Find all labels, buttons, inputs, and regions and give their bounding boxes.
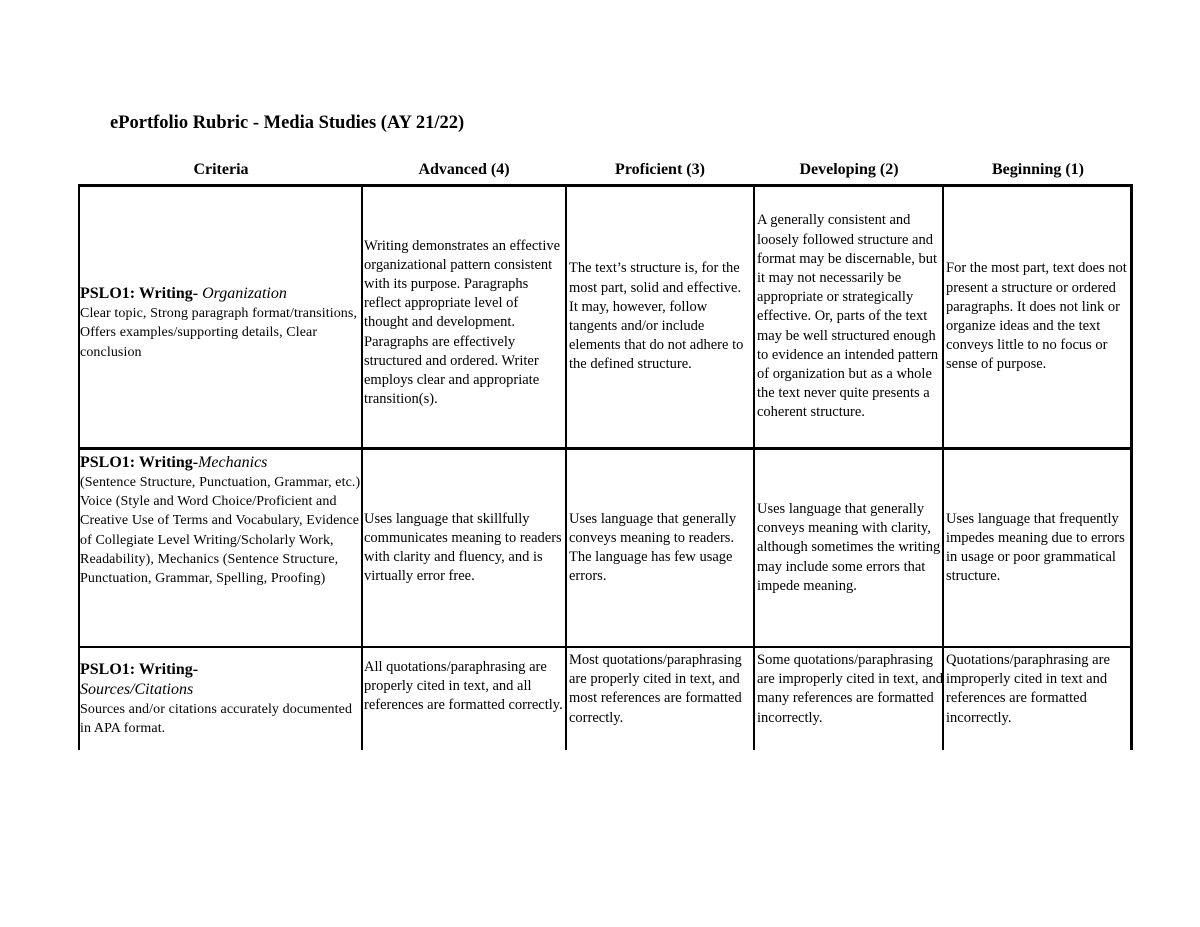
- beginning-cell-mechanics: Uses language that frequently impedes meaning due to errors in usage or poor grammatical structure.: [946, 510, 1125, 585]
- criterion-description: Sources and/or citations accurately documented in APA format.: [80, 702, 353, 737]
- beginning-cell-organization: For the most part, text does not present a structure or ordered paragraphs. It does not link or organize ideas and the text conveys little to no focus or sense of purpose.: [946, 260, 1127, 373]
- proficient-cell-organization: The text’s structure is, for the most part, solid and effective. It may, however, follow tangents and/or include elements that do not adhere to the defined structure.: [569, 260, 744, 373]
- criterion-description: (Sentence Structure, Punctuation, Grammar, etc.) Voice (Style and Word Choice/Proficient and Creative Use of Terms and Vocabulary, Evidence of Collegiate Level Writing/Scholarly Work, Readability), Mechanics (Sentence Structure, Punctuation, Grammar, Spelling, Proofing): [80, 475, 361, 587]
- header-proficient: Proficient (3): [615, 161, 705, 178]
- criterion-title-separator: -: [192, 661, 199, 678]
- criterion-title-italic: Sources/Citations: [80, 681, 194, 698]
- criterion-description: Clear topic, Strong paragraph format/transitions, Offers examples/supporting details, Clear conclusion: [80, 306, 358, 360]
- criterion-title-separator: -: [192, 285, 203, 303]
- table-row2-bottom-border: [78, 646, 1133, 648]
- criterion-title-bold: PSLO1: Writing: [80, 661, 193, 678]
- document-title: ePortfolio Rubric - Media Studies (AY 21/22): [110, 113, 465, 133]
- criterion-cell-mechanics: [80, 453, 361, 646]
- criterion-title-italic: Organization: [202, 285, 287, 303]
- criterion-title-italic: Mechanics: [198, 454, 268, 471]
- developing-cell-sources: Some quotations/paraphrasing are improperly cited in text, and many references are formatted incorrectly.: [757, 652, 943, 726]
- criterion-cell-organization: [80, 187, 361, 447]
- criterion-title: [80, 284, 361, 304]
- header-developing: Developing (2): [799, 161, 899, 178]
- criterion-title-separator: -: [192, 454, 199, 471]
- criterion-title: [80, 453, 361, 473]
- header-criteria: Criteria: [193, 161, 249, 178]
- header-advanced: Advanced (4): [418, 161, 510, 178]
- col-divider-developing: [753, 184, 755, 750]
- advanced-cell-sources: All quotations/paraphrasing are properly cited in text, and all references are formatted correctly.: [364, 659, 563, 714]
- criterion-title-bold: PSLO1: Writing: [80, 454, 193, 471]
- criterion-title: [80, 660, 361, 700]
- advanced-cell-mechanics: Uses language that skillfully communicates meaning to readers with clarity and fluency, and is virtually error free.: [364, 510, 562, 585]
- criterion-cell-sources: [80, 660, 361, 750]
- developing-cell-mechanics: Uses language that generally conveys meaning with clarity, although sometimes the writing may include some errors that impede meaning.: [757, 500, 941, 594]
- developing-cell-organization: A generally consistent and loosely followed structure and format may be discernable, but it may not necessarily be appropriate or strategically effective. Or, parts of the text may be well structured enough to evidence an intended pattern of organization but as a whole the text never quite presents a coherent structure.: [757, 212, 939, 421]
- col-divider-advanced: [361, 184, 363, 750]
- beginning-cell-sources: Quotations/paraphrasing are improperly cited in text and references are formatted incorrectly.: [946, 652, 1110, 726]
- proficient-cell-sources: Most quotations/paraphrasing are properly cited in text, and most references are formatted correctly.: [569, 652, 742, 726]
- advanced-cell-organization: Writing demonstrates an effective organizational pattern consistent with its purpose. Paragraphs reflect appropriate level of thought and development. Paragraphs are effectively structured and ordered. Writer employs clear and appropriate transition(s).: [364, 237, 561, 408]
- header-beginning: Beginning (1): [991, 161, 1084, 178]
- criterion-title-bold: PSLO1: Writing: [80, 285, 193, 303]
- proficient-cell-mechanics: Uses language that generally conveys meaning to readers. The language has few usage errors.: [569, 510, 737, 585]
- col-divider-proficient: [565, 184, 567, 750]
